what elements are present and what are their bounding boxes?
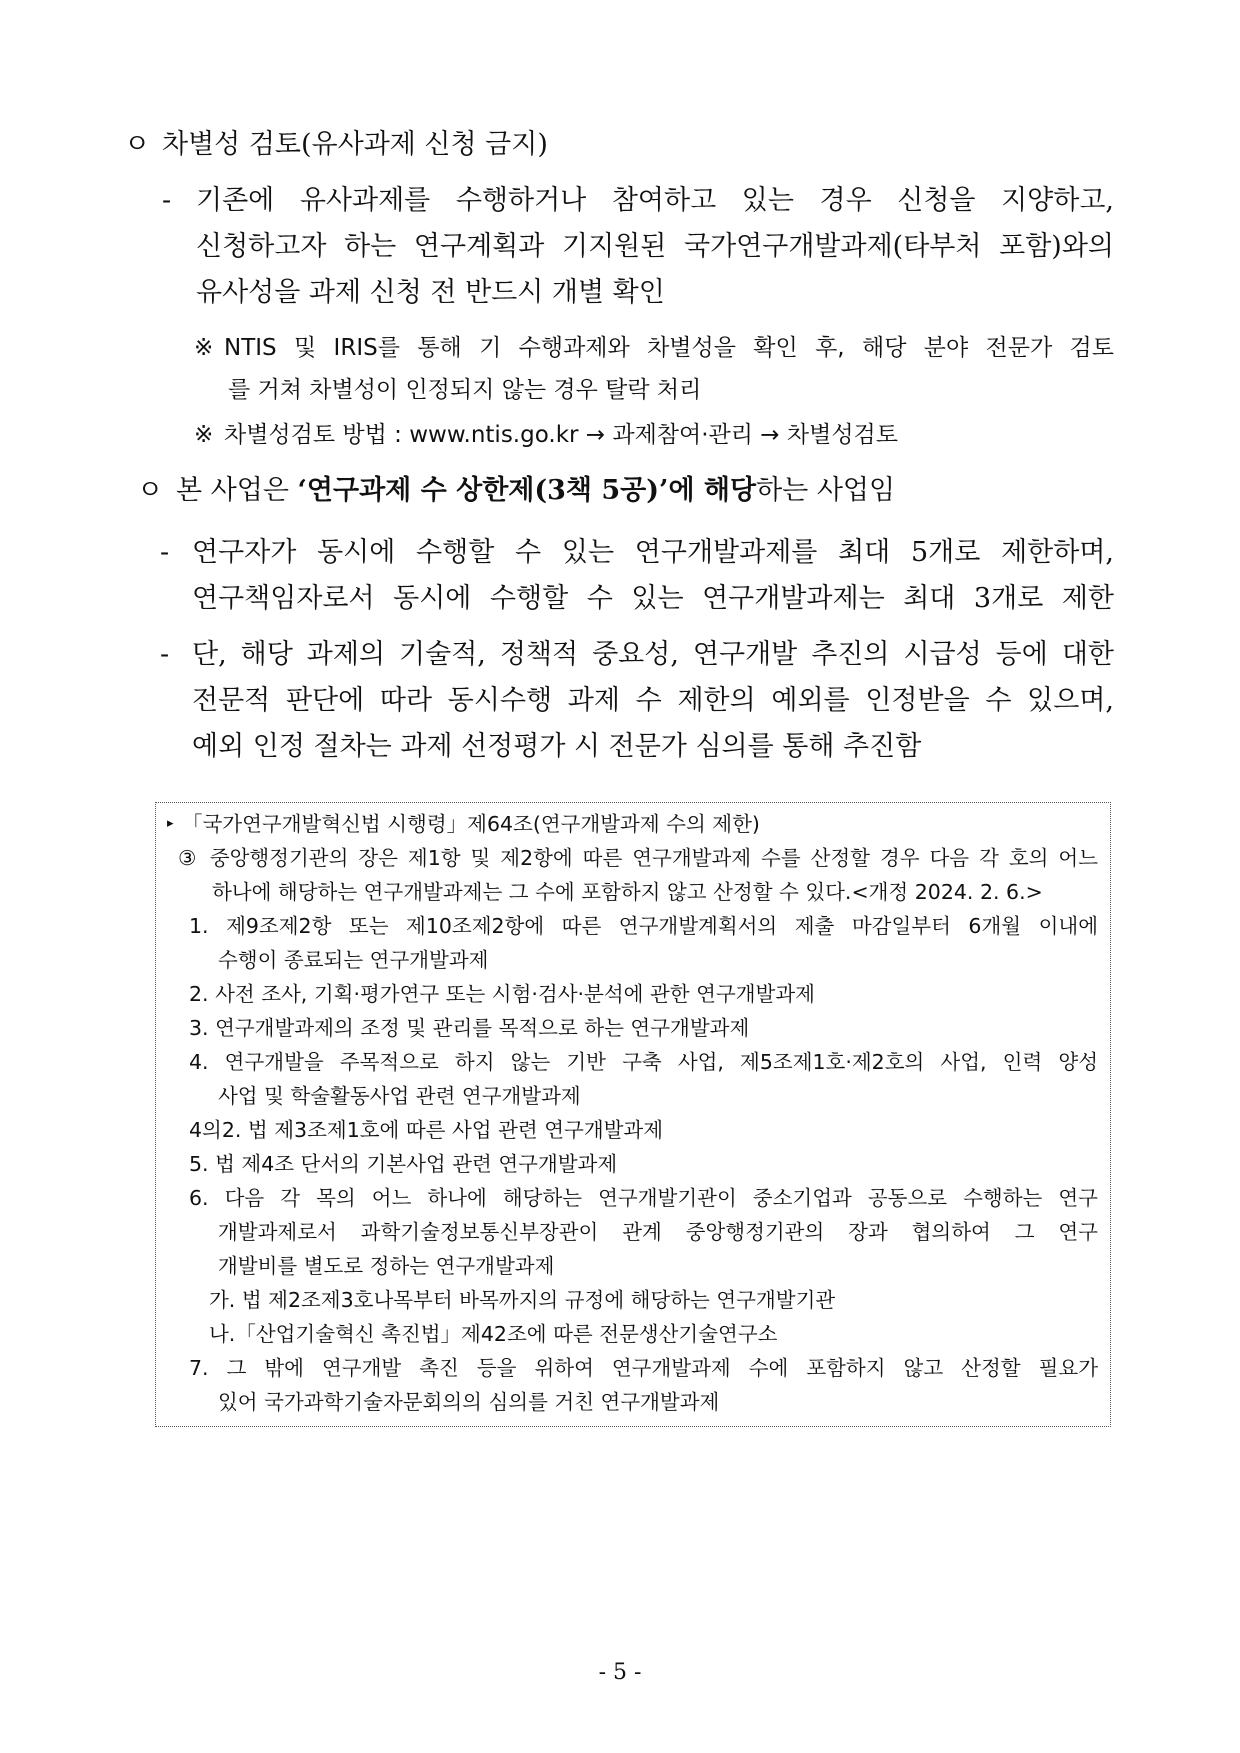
text-line: 연구책임자로서 동시에 수행할 수 있는 연구개발과제는 최대 3개로 제한 bbox=[192, 583, 1114, 614]
circle-bullet: ㅇ bbox=[137, 475, 164, 506]
dash-bullet: - bbox=[162, 185, 172, 216]
differentiation-body bbox=[196, 178, 1114, 316]
item-6: 6. 다음 각 목의 어느 하나에 해당하는 연구개발기관이 중소기업과 공동으로 수행하는 연구 bbox=[189, 1186, 1098, 1210]
regulation-excerpt-box bbox=[155, 802, 1111, 1427]
text-line: 단, 해당 과제의 기술적, 정책적 중요성, 연구개발 추진의 시급성 등에 대한 bbox=[192, 639, 1114, 670]
text-line: 연구자가 동시에 수행할 수 있는 연구개발과제를 최대 5개로 제한하며, bbox=[192, 537, 1114, 568]
heading-post: 하는 사업임 bbox=[756, 475, 896, 506]
item-7-cont: 있어 국가과학기술자문회의의 심의를 거친 연구개발과제 bbox=[218, 1390, 720, 1414]
clause-3-cont: 하나에 해당하는 연구개발과제는 그 수에 포함하지 않고 산정할 수 있다.<개정 2024. 2. 6.> bbox=[212, 880, 1043, 904]
reference-mark: ※ bbox=[194, 422, 214, 448]
text-line: 기존에 유사과제를 수행하거나 참여하고 있는 경우 신청을 지양하고, bbox=[196, 185, 1114, 216]
item-6-cont: 개발비를 별도로 정하는 연구개발과제 bbox=[218, 1254, 555, 1278]
item-3: 3. 연구개발과제의 조정 및 관리를 목적으로 하는 연구개발과제 bbox=[189, 1016, 750, 1040]
item-5: 5. 법 제4조 단서의 기본사업 관련 연구개발과제 bbox=[189, 1152, 618, 1176]
ntis-note bbox=[224, 327, 1114, 411]
triangle-marker-icon: ▸ bbox=[167, 816, 174, 831]
dash-bullet: - bbox=[160, 537, 170, 568]
item-4: 4. 연구개발을 주목적으로 하지 않는 기반 구축 사업, 제5조제1호·제2호의 사업, 인력 양성 bbox=[189, 1050, 1098, 1074]
item-1-cont: 수행이 종료되는 연구개발과제 bbox=[218, 948, 489, 972]
limit-body-1 bbox=[192, 530, 1114, 622]
item-6-cont: 개발과제로서 과학기술정보통신부장관이 관계 중앙행정기관의 장과 협의하여 그 연구 bbox=[218, 1220, 1098, 1244]
subitem-na: 나.「산업기술혁신 촉진법」제42조에 따른 전문생산기술연구소 bbox=[209, 1322, 778, 1346]
section-heading-project-limit bbox=[176, 468, 895, 514]
limit-body-2 bbox=[192, 632, 1114, 770]
clause-3: ③ 중앙행정기관의 장은 제1항 및 제2항에 따른 연구개발과제 수를 산정할 경우 다음 각 호의 어느 bbox=[178, 846, 1098, 870]
heading-bold: ‘연구과제 수 상한제(3책 5공)’에 해당 bbox=[297, 475, 757, 506]
subitem-ga: 가. 법 제2조제3호나목부터 바목까지의 규정에 해당하는 연구개발기관 bbox=[209, 1288, 836, 1312]
item-2: 2. 사전 조사, 기획·평가연구 또는 시험·검사·분석에 관한 연구개발과제 bbox=[189, 982, 815, 1006]
text-line: 신청하고자 하는 연구계획과 기지원된 국가연구개발과제(타부처 포함)와의 bbox=[196, 231, 1114, 262]
page-number: - 5 - bbox=[598, 1660, 642, 1685]
text-line: NTIS 및 IRIS를 통해 기 수행과제와 차별성을 확인 후, 해당 분야 전문가 검토 bbox=[224, 335, 1114, 361]
reference-mark: ※ bbox=[194, 335, 214, 361]
dash-bullet: - bbox=[160, 639, 170, 670]
regulation-title: 「국가연구개발혁신법 시행령」제64조(연구개발과제 수의 제한) bbox=[182, 812, 760, 836]
text-line: 유사성을 과제 신청 전 반드시 개별 확인 bbox=[196, 277, 665, 308]
section-heading-differentiation: 차별성 검토(유사과제 신청 금지) bbox=[162, 129, 548, 160]
heading-pre: 본 사업은 bbox=[176, 475, 298, 506]
text-line: 를 거쳐 차별성이 인정되지 않는 경우 탈락 처리 bbox=[228, 377, 702, 403]
method-note: 차별성검토 방법 : www.ntis.go.kr → 과제참여·관리 → 차별성검토 bbox=[224, 422, 898, 448]
text-line: 전문적 판단에 따라 동시수행 과제 수 제한의 예외를 인정받을 수 있으며, bbox=[192, 685, 1114, 716]
circle-bullet: ㅇ bbox=[124, 129, 151, 160]
item-4-cont: 사업 및 학술활동사업 관련 연구개발과제 bbox=[218, 1084, 581, 1108]
item-1: 1. 제9조제2항 또는 제10조제2항에 따른 연구개발계획서의 제출 마감일부터 6개월 이내에 bbox=[189, 914, 1098, 938]
item-4-2: 4의2. 법 제3조제1호에 따른 사업 관련 연구개발과제 bbox=[189, 1118, 664, 1142]
text-line: 예외 인정 절차는 과제 선정평가 시 전문가 심의를 통해 추진함 bbox=[192, 731, 922, 762]
item-7: 7. 그 밖에 연구개발 촉진 등을 위하여 연구개발과제 수에 포함하지 않고 산정할 필요가 bbox=[189, 1356, 1098, 1380]
